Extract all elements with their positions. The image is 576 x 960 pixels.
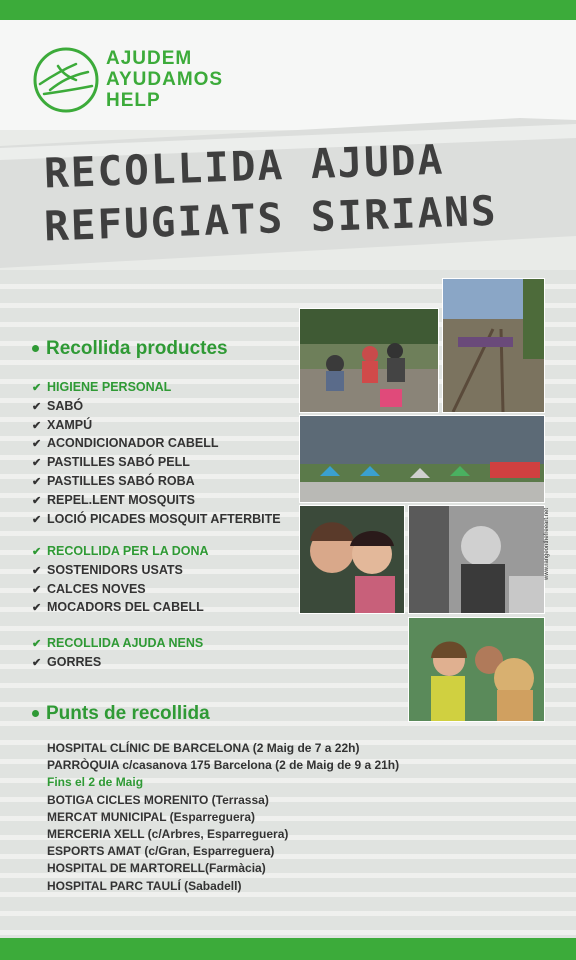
list-group-title xyxy=(32,543,209,562)
check-icon: ✔ xyxy=(32,656,42,669)
brand-line-3: HELP xyxy=(106,90,161,111)
brand-line-2: AYUDAMOS xyxy=(106,69,224,90)
list-item xyxy=(32,454,281,473)
list-item xyxy=(32,417,281,436)
check-icon: ✔ xyxy=(32,457,42,470)
list-item: HOSPITAL PARC TAULÍ (Sabadell) xyxy=(47,878,242,893)
list-group-title xyxy=(32,379,281,398)
children-list xyxy=(32,635,203,673)
group-title-text: RECOLLIDA AJUDA NENS xyxy=(47,636,204,650)
list-item: ESPORTS AMAT (c/Gran, Esparreguera) xyxy=(47,844,275,859)
photo-credit: www.rangeonthefreeart.net xyxy=(544,507,550,580)
photo-tent-camp xyxy=(299,415,545,503)
list-item: MERCAT MUNICIPAL (Esparreguera) xyxy=(47,809,256,824)
list-item: HOSPITAL CLÍNIC DE BARCELONA (2 Maig de 7 a 22h) xyxy=(47,741,360,755)
list-item-text: SOSTENIDORS USATS xyxy=(47,562,183,577)
bullet-icon xyxy=(32,710,39,717)
list-item-text: ACONDICIONADOR CABELL xyxy=(47,436,219,451)
list-item xyxy=(32,473,281,492)
top-green-bar xyxy=(0,0,576,20)
list-item-text: MOCADORS DEL CABELL xyxy=(47,600,204,615)
check-icon: ✔ xyxy=(32,513,42,526)
check-icon: ✔ xyxy=(32,494,42,507)
photo-refugees-on-tracks xyxy=(299,308,439,413)
check-icon: ✔ xyxy=(32,602,42,615)
brand-line-1: AJUDEM xyxy=(106,48,193,69)
list-item xyxy=(32,562,209,581)
check-icon: ✔ xyxy=(32,475,42,488)
list-item: Fins el 2 de Maig xyxy=(47,775,144,790)
list-item-text: PASTILLES SABÓ PELL xyxy=(47,455,190,470)
list-item xyxy=(32,398,281,417)
products-heading xyxy=(32,338,228,360)
brand-name xyxy=(106,48,223,111)
check-icon: ✔ xyxy=(32,564,42,577)
list-item xyxy=(32,435,281,454)
collection-points-list xyxy=(47,740,399,895)
list-group-title xyxy=(32,635,203,654)
list-item-text: SABÓ xyxy=(47,398,84,413)
list-item xyxy=(32,581,209,600)
group-title-text: RECOLLIDA PER LA DONA xyxy=(47,544,209,558)
list-item: BOTIGA CICLES MORENITO (Terrassa) xyxy=(47,792,269,807)
list-item-text: GORRES xyxy=(47,654,102,669)
check-icon: ✔ xyxy=(32,583,42,596)
check-icon: ✔ xyxy=(32,438,42,451)
check-icon: ✔ xyxy=(32,400,42,413)
list-item: MERCERIA XELL (c/Arbres, Esparreguera) xyxy=(47,827,289,842)
check-icon: ✔ xyxy=(32,546,42,558)
page-title-line-1: RECOLLIDA AJUDA xyxy=(43,135,445,198)
check-icon: ✔ xyxy=(32,419,42,432)
photo-girls-with-toy xyxy=(408,617,545,722)
page-title-line-2: REFUGIATS SIRIANS xyxy=(43,186,499,251)
list-item xyxy=(32,599,209,618)
photo-railway-camp xyxy=(442,278,545,413)
list-item xyxy=(32,492,281,511)
group-title-text: HIGIENE PERSONAL xyxy=(47,380,172,394)
check-icon: ✔ xyxy=(32,638,42,650)
list-item: HOSPITAL DE MARTORELL(Farmàcia) xyxy=(47,861,266,876)
list-item-text: LOCIÓ PICADES MOSQUIT AFTERBITE xyxy=(47,511,281,526)
women-list xyxy=(32,543,209,618)
list-item xyxy=(32,654,203,673)
hygiene-list xyxy=(32,379,281,529)
list-item-text: XAMPÚ xyxy=(47,417,93,432)
list-item xyxy=(32,511,281,530)
bullet-icon xyxy=(32,345,39,352)
products-heading-text: Recollida productes xyxy=(46,338,228,359)
points-heading xyxy=(32,703,210,725)
photo-boy-bw xyxy=(408,505,545,614)
ajudem-logo-icon xyxy=(32,46,100,114)
list-item: PARRÒQUIA c/casanova 175 Barcelona (2 de Maig de 9 a 21h) xyxy=(47,758,400,773)
check-icon: ✔ xyxy=(32,382,42,394)
list-item-text: PASTILLES SABÓ ROBA xyxy=(47,473,195,488)
list-item-text: REPEL.LENT MOSQUITS xyxy=(47,492,195,507)
points-heading-text: Punts de recollida xyxy=(46,703,210,724)
list-item-text: CALCES NOVES xyxy=(47,581,146,596)
photo-woman-and-girl xyxy=(299,505,405,614)
bottom-green-bar xyxy=(0,938,576,960)
